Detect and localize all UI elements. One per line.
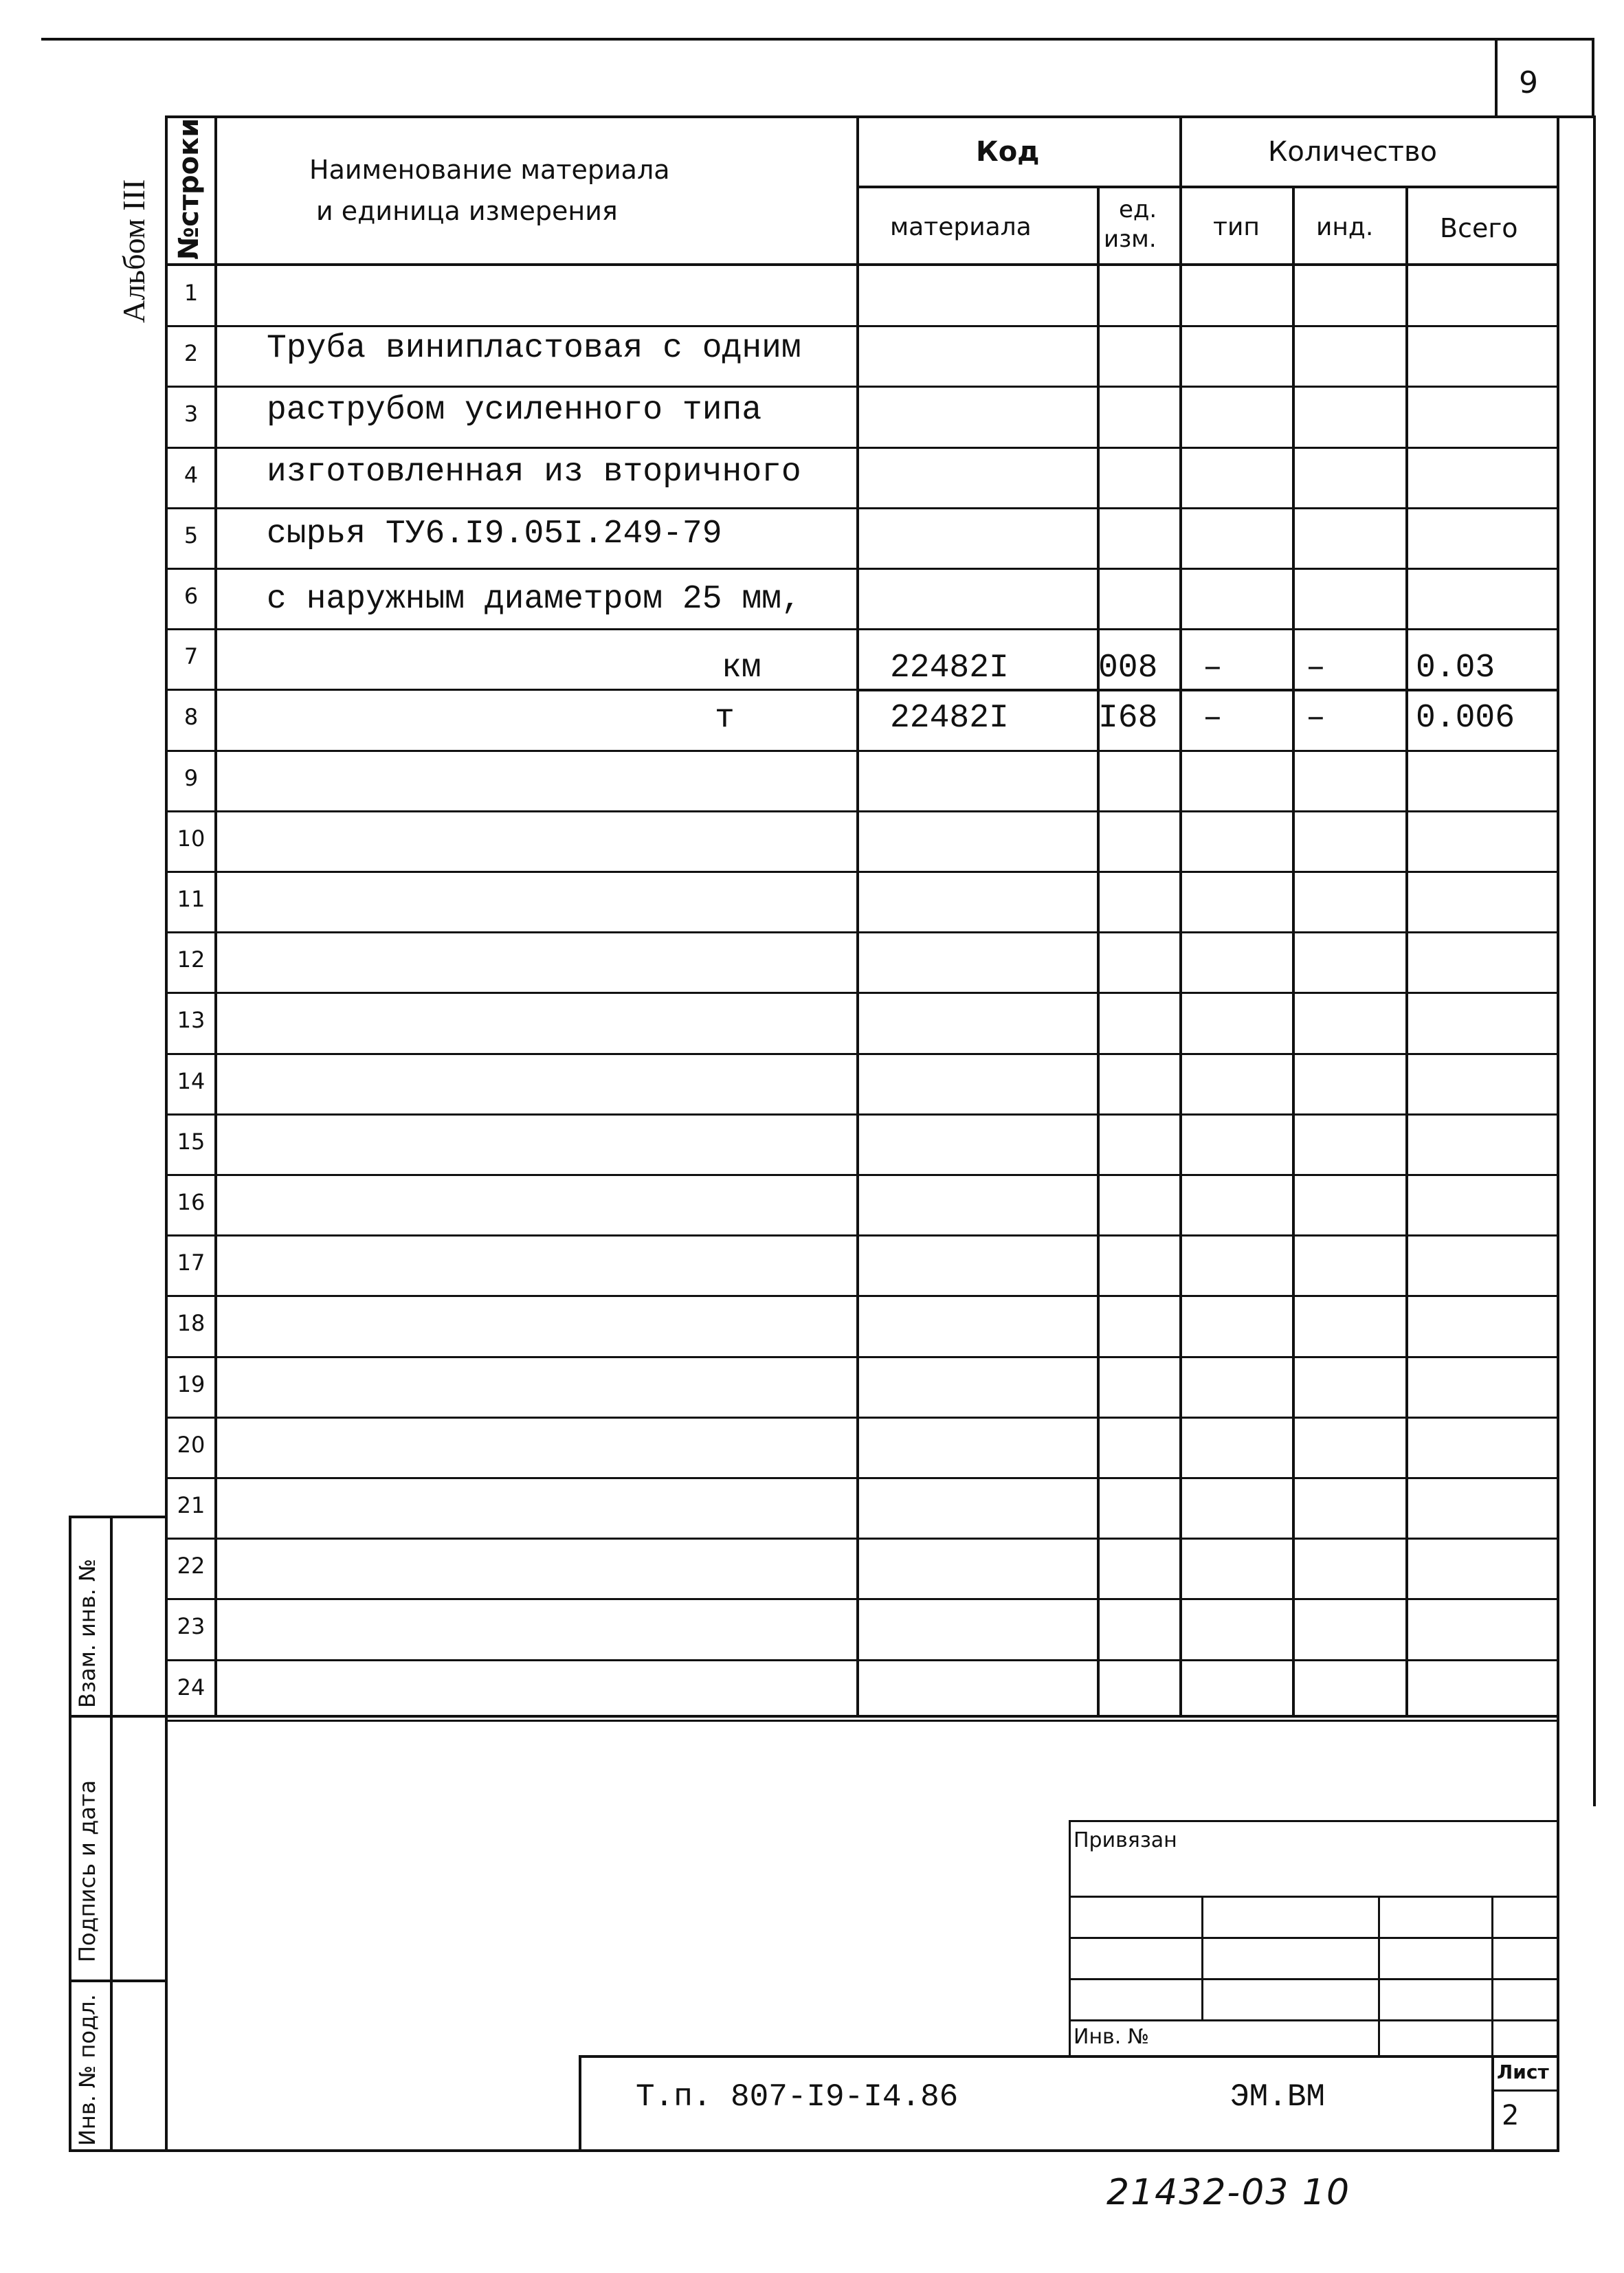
row-line <box>165 628 1559 630</box>
row-line <box>165 810 1559 812</box>
header-qty-total: Всего <box>1440 213 1518 243</box>
header-code-group: Код <box>976 136 1040 168</box>
item-1-material-code: 22482I <box>890 650 1009 687</box>
header-name-line1: Наименование материала <box>309 155 670 185</box>
row-number: 24 <box>177 1674 205 1700</box>
row-number: 2 <box>183 340 199 366</box>
row-number: 14 <box>177 1068 205 1094</box>
lower-left-border <box>165 1715 168 2151</box>
col-sep-ind <box>1405 186 1408 1717</box>
sheet-label: Лист <box>1497 2061 1549 2083</box>
stamp-sep-2 <box>69 1980 168 1982</box>
bound-col-2 <box>1378 1896 1380 2057</box>
row7-underline <box>856 689 1559 691</box>
item-1-total: 0.03 <box>1416 650 1495 687</box>
row-line <box>165 871 1559 873</box>
row-line <box>165 325 1559 327</box>
lower-right-border <box>1557 1715 1559 2151</box>
item-2-unit-code: I68 <box>1098 700 1158 737</box>
item-1-unit-name: км <box>722 650 761 687</box>
description-line-3: изготовленная из вторичного <box>267 454 801 491</box>
row-line <box>165 386 1559 388</box>
row-line <box>165 750 1559 752</box>
description-line-4: сырья ТУ6.I9.05I.249-79 <box>267 515 722 553</box>
doc-mark: ЭМ.ВМ <box>1230 2079 1326 2115</box>
sheet-number: 2 <box>1502 2100 1520 2131</box>
item-1-ind: – <box>1306 650 1326 687</box>
header-qty-type: тип <box>1213 213 1260 241</box>
sheet-label-sep <box>1491 2089 1559 2092</box>
item-2-type: – <box>1203 700 1223 737</box>
row-number: 13 <box>177 1007 205 1033</box>
description-line-5: с наружным диаметром 25 мм, <box>267 581 801 618</box>
bound-row-1 <box>1069 1896 1559 1898</box>
row-line <box>165 1538 1559 1540</box>
header-qty-group: Количество <box>1268 136 1438 168</box>
stamp-inner-border <box>110 1516 113 2151</box>
row-number: 9 <box>183 765 199 791</box>
inv-no-label: Инв. № <box>1074 2025 1150 2049</box>
top-rule <box>41 38 1594 41</box>
row-number: 11 <box>177 886 205 912</box>
stamp-sign-date: Подпись и дата <box>74 1779 100 1962</box>
row-line <box>165 931 1559 933</box>
row-number: 15 <box>177 1129 205 1155</box>
album-label: Альбом III <box>116 179 151 323</box>
doc-code: Т.п. 807-I9-I4.86 <box>636 2079 959 2115</box>
row-number: 12 <box>177 946 205 973</box>
title-strip-top <box>579 2055 1559 2058</box>
bound-top <box>1069 1820 1559 1822</box>
row-number: 6 <box>183 583 199 609</box>
header-code-material: материала <box>890 213 1032 241</box>
row-line <box>165 992 1559 994</box>
item-1-type: – <box>1203 650 1223 687</box>
row-line <box>165 1174 1559 1176</box>
row-number: 5 <box>183 522 199 548</box>
stamp-top <box>69 1516 168 1518</box>
bound-label: Привязан <box>1074 1828 1177 1852</box>
stamp-inv-orig: Инв. № подл. <box>74 1994 100 2146</box>
page-box-left <box>1495 38 1498 117</box>
row-line <box>165 568 1559 570</box>
stamp-sep-1 <box>69 1715 1559 1718</box>
bound-col-1 <box>1201 1896 1203 2021</box>
row-number: 1 <box>183 280 199 306</box>
row-number: 19 <box>177 1371 205 1397</box>
table-top-border <box>165 115 1559 118</box>
row-number: 10 <box>177 825 205 852</box>
row-line <box>165 1234 1559 1237</box>
bound-col-3 <box>1491 1896 1493 2057</box>
title-strip-sheet-sep <box>1491 2055 1494 2151</box>
row-line <box>165 1113 1559 1116</box>
stamp-bottom <box>69 2149 1559 2152</box>
bound-row-2 <box>1069 1937 1559 1939</box>
row-line <box>165 1295 1559 1297</box>
row-line <box>165 1053 1559 1055</box>
header-bottom <box>165 263 1559 266</box>
description-line-2: раструбом усиленного типа <box>267 392 762 429</box>
row-number: 20 <box>177 1432 205 1458</box>
row-number: 22 <box>177 1553 205 1579</box>
row-number: 8 <box>183 704 199 730</box>
row-line <box>165 1356 1559 1358</box>
row-line <box>165 1659 1559 1661</box>
header-subline <box>856 186 1559 188</box>
row-line <box>165 507 1559 509</box>
item-2-total: 0.006 <box>1416 700 1515 737</box>
row-number: 16 <box>177 1189 205 1215</box>
row-line <box>165 1598 1559 1600</box>
bound-row-3 <box>1069 1978 1559 1980</box>
row-line <box>165 447 1559 449</box>
item-2-material-code: 22482I <box>890 700 1009 737</box>
row-line <box>165 1477 1559 1479</box>
row-number: 4 <box>183 462 199 488</box>
page-box-right <box>1592 38 1594 117</box>
header-code-unit-2: изм. <box>1104 225 1157 253</box>
col-sep-type <box>1292 186 1295 1717</box>
stamp-left-border <box>69 1516 71 2151</box>
margin-right-line <box>1593 115 1596 1806</box>
header-row-no: №строки <box>173 118 205 260</box>
handwritten-archive-number: 21432-03 10 <box>1106 2172 1351 2213</box>
header-qty-ind: инд. <box>1316 213 1374 241</box>
row-number: 18 <box>177 1310 205 1336</box>
row-number: 21 <box>177 1492 205 1518</box>
item-1-unit-code: 008 <box>1098 650 1158 687</box>
row-number: 17 <box>177 1250 205 1276</box>
item-2-unit-name: т <box>715 700 735 737</box>
bound-row-4 <box>1069 2019 1559 2021</box>
row-line <box>165 1417 1559 1419</box>
row-line <box>165 1720 1559 1722</box>
header-name-line2: и единица измерения <box>316 196 618 226</box>
item-2-ind: – <box>1306 700 1326 737</box>
row-number: 3 <box>183 401 199 427</box>
row-number: 23 <box>177 1613 205 1639</box>
stamp-inv-replace: Взам. инв. № <box>74 1558 100 1708</box>
page-number: 9 <box>1519 65 1538 100</box>
row-number: 7 <box>183 643 199 669</box>
description-line-1: Труба винипластовая с одним <box>267 330 801 367</box>
header-code-unit-1: ед. <box>1119 196 1157 223</box>
col-sep-material <box>1097 186 1100 1717</box>
title-strip-left <box>579 2055 581 2151</box>
